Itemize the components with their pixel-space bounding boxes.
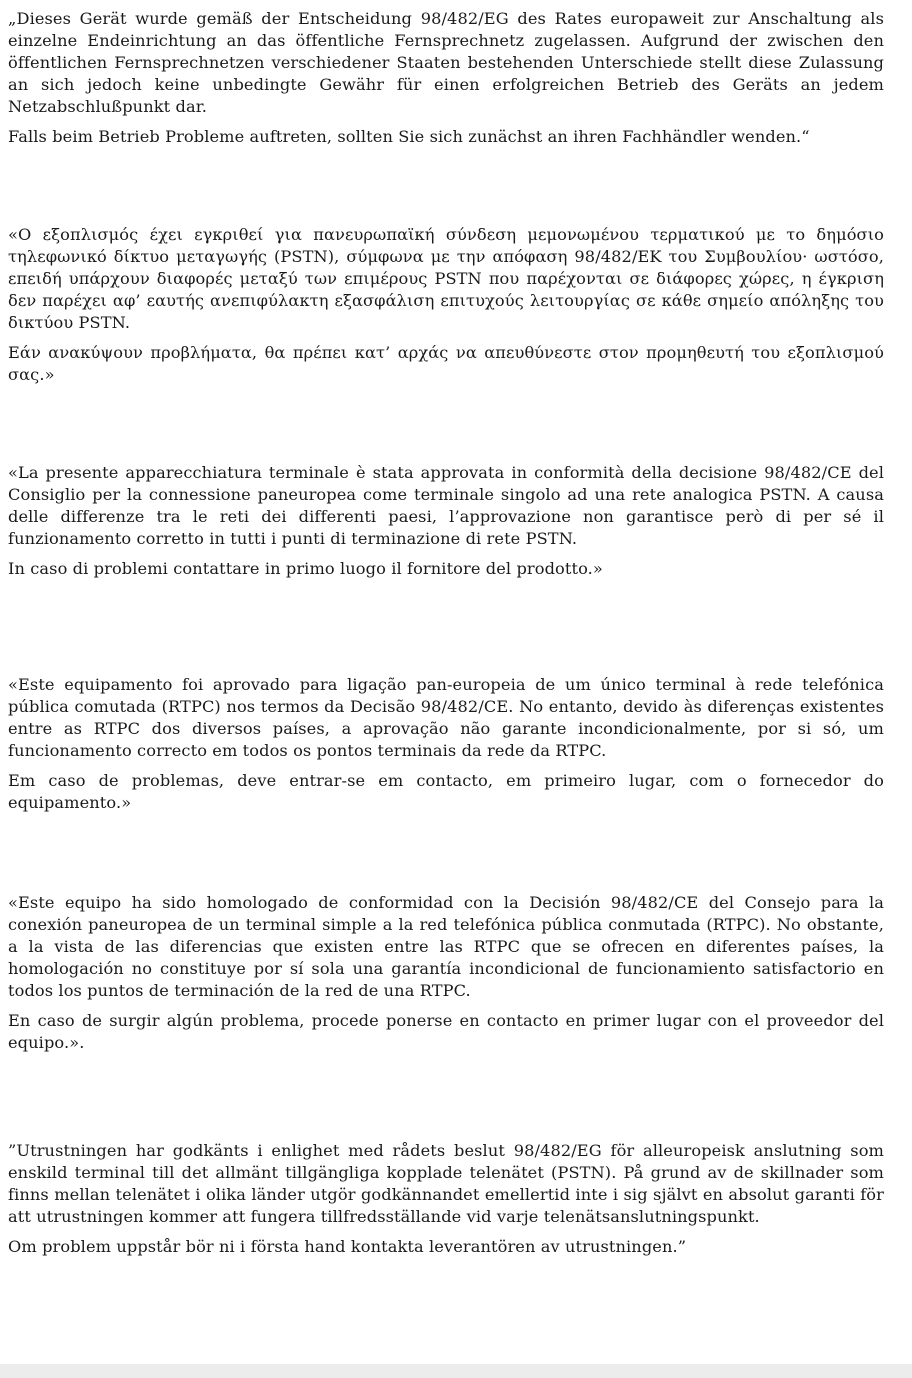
declaration-italian-contact: In caso di problemi contattare in primo luogo il fornitore del prodotto.» — [8, 559, 603, 578]
declaration-portuguese-contact: Em caso de problemas, deve entrar-se em contacto, em primeiro lugar, com o fornecedor do equipamento.» — [8, 771, 884, 812]
declaration-german — [8, 8, 884, 148]
declaration-greek — [8, 224, 884, 386]
declaration-italian — [8, 462, 884, 580]
declaration-german-contact: Falls beim Betrieb Probleme auftreten, sollten Sie sich zunächst an ihren Fachhändler wenden.“ — [8, 127, 810, 146]
declaration-greek-main: «Ο εξοπλισμός έχει εγκριθεί για πανευρωπαϊκή σύνδεση μεμονωμένου τερματικού με το δημόσιο τηλεφωνικό δίκτυο μεταγωγής (PSTN), σύμφωνα με την απόφαση 98/482/ΕΚ του Συμβουλίου· ωστόσο, επειδή υπάρχουν διαφορές μεταξύ των επιμέρους PSTN που παρέχονται σε διάφορες χώρες, η έγκριση δεν παρέχει αφ’ εαυτής ανεπιφύλακτη εξασφάλιση επιτυχούς λειτουργίας σε κάθε σημείο απόληξης του δικτύου PSTN. — [8, 225, 884, 332]
declaration-greek-contact: Εάν ανακύψουν προβλήματα, θα πρέπει κατ’ αρχάς να απευθύνεστε στον προμηθευτή του εξοπλισμού σας.» — [8, 343, 884, 384]
declaration-swedish — [8, 1140, 884, 1258]
declaration-spanish-contact: En caso de surgir algún problema, procede ponerse en contacto en primer lugar con el proveedor del equipo.». — [8, 1011, 884, 1052]
declaration-portuguese — [8, 674, 884, 814]
page-bottom-band — [0, 1364, 912, 1378]
declaration-portuguese-main: «Este equipamento foi aprovado para ligação pan-europeia de um único terminal à rede telefónica pública comutada (RTPC) nos termos da Decisão 98/482/CE. No entanto, devido às diferenças existentes entre as RTPC dos diversos países, a aprovação não garante incondicionalmente, por si só, um funcionamento correcto em todos os pontos terminais da rede da RTPC. — [8, 675, 884, 760]
declaration-italian-main: «La presente apparecchiatura terminale è stata approvata in conformità della decisione 98/482/CE del Consiglio per la connessione paneuropea come terminale singolo ad una rete analogica PSTN. A causa delle differenze tra le reti dei differenti paesi, l’approvazione non garantisce però di per sé il funzionamento corretto in tutti i punti di terminazione di rete PSTN. — [8, 463, 884, 548]
declaration-spanish-main: «Este equipo ha sido homologado de conformidad con la Decisión 98/482/CE del Consejo para la conexión paneuropea de un terminal simple a la red telefónica pública conmutada (RTPC). No obstante, a la vista de las diferencias que existen entre las RTPC que se ofrecen en diferentes países, la homologación no constituye por sí sola una garantía incondicional de funcionamiento satisfactorio en todos los puntos de terminación de la red de una RTPC. — [8, 893, 884, 1000]
declaration-spanish — [8, 892, 884, 1054]
declaration-swedish-contact: Om problem uppstår bör ni i första hand kontakta leverantören av utrustningen.” — [8, 1237, 687, 1256]
declaration-swedish-main: ”Utrustningen har godkänts i enlighet med rådets beslut 98/482/EG för alleuropeisk anslutning som enskild terminal till det allmänt tillgängliga kopplade telenätet (PSTN). På grund av de skillnader som finns mellan telenätet i olika länder utgör godkännandet emellertid inte i sig självt en absolut garanti för att utrustningen kommer att fungera tillfredsställande vid varje telenätsanslutningspunkt. — [8, 1141, 884, 1226]
declaration-german-main: „Dieses Gerät wurde gemäß der Entscheidung 98/482/EG des Rates europaweit zur Anschaltung als einzelne Endeinrichtung an das öffentliche Fernsprechnetz zugelassen. Aufgrund der zwischen den öffentlichen Fernsprechnetzen verschiedener Staaten bestehenden Unterschiede stellt diese Zulassung an sich jedoch keine unbedingte Gewähr für einen erfolgreichen Betrieb des Geräts an jedem Netzabschlußpunkt dar. — [8, 9, 884, 116]
